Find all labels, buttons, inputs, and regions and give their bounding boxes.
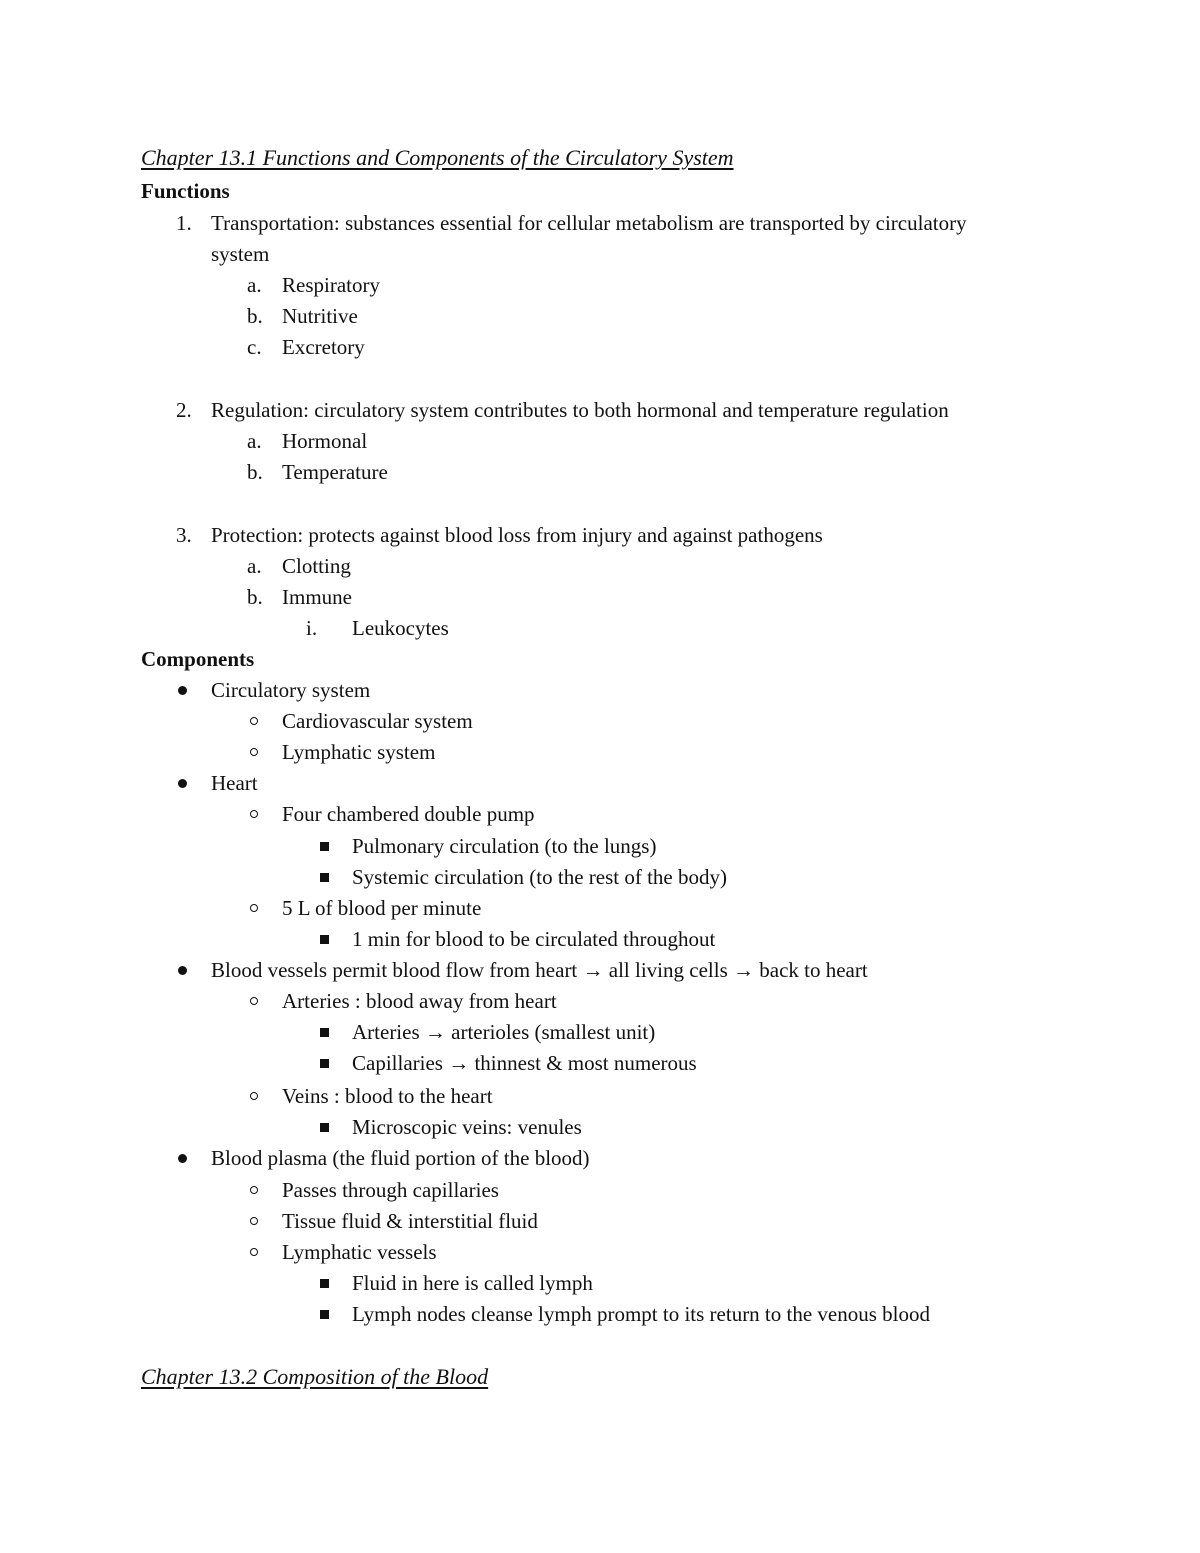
list-marker: 1.	[176, 211, 192, 235]
function-transportation: Transportation: substances essential for cellular metabolism are transported by circulatory	[211, 211, 967, 235]
chapter-13-1-title: Chapter 13.1 Functions and Components of the Circulatory System	[141, 145, 734, 170]
list-item: Clotting	[282, 554, 351, 578]
functions-heading: Functions	[141, 179, 230, 203]
list-marker: a.	[247, 554, 262, 578]
bullet-square-icon	[320, 1279, 329, 1288]
bullet-square-icon	[320, 842, 329, 851]
bullet-square-icon	[320, 873, 329, 882]
bullet-circle-icon	[250, 1186, 258, 1194]
list-item: Arteries → arterioles (smallest unit)	[352, 1020, 656, 1044]
bullet-square-icon	[320, 1028, 329, 1037]
list-item: Veins : blood to the heart	[282, 1084, 493, 1108]
list-marker: c.	[247, 335, 262, 359]
list-item: Blood plasma (the fluid portion of the blood)	[211, 1146, 590, 1170]
list-item: Circulatory system	[211, 678, 371, 702]
chapter-13-2-title: Chapter 13.2 Composition of the Blood	[141, 1364, 489, 1389]
bullet-circle-icon	[250, 748, 258, 756]
bullet-disc-icon	[178, 1154, 187, 1163]
bullet-disc-icon	[178, 686, 187, 695]
list-item: Hormonal	[282, 429, 368, 453]
bullet-disc-icon	[178, 779, 187, 788]
bullet-circle-icon	[250, 904, 258, 912]
list-item: Tissue fluid & interstitial fluid	[282, 1209, 538, 1233]
list-marker: b.	[247, 460, 263, 484]
function-transportation-cont: system	[211, 242, 270, 266]
list-item: 1 min for blood to be circulated throughout	[352, 927, 716, 951]
components-heading: Components	[141, 647, 255, 671]
list-marker: 2.	[176, 398, 192, 422]
list-item: Passes through capillaries	[282, 1178, 499, 1202]
list-item: Fluid in here is called lymph	[352, 1271, 593, 1295]
bullet-square-icon	[320, 1059, 329, 1068]
list-marker: b.	[247, 585, 263, 609]
bullet-circle-icon	[250, 1217, 258, 1225]
bullet-circle-icon	[250, 997, 258, 1005]
list-item: Arteries : blood away from heart	[282, 989, 557, 1013]
list-marker: a.	[247, 429, 262, 453]
bullet-circle-icon	[250, 1092, 258, 1100]
list-item: Pulmonary circulation (to the lungs)	[352, 834, 657, 858]
list-item: Four chambered double pump	[282, 802, 535, 826]
list-marker: b.	[247, 304, 263, 328]
list-item: Systemic circulation (to the rest of the body)	[352, 865, 727, 889]
list-item: Lymphatic system	[282, 740, 436, 764]
list-item: Leukocytes	[352, 616, 449, 640]
list-marker: i.	[306, 616, 318, 640]
bullet-square-icon	[320, 1123, 329, 1132]
list-item: Lymphatic vessels	[282, 1240, 437, 1264]
list-item: Excretory	[282, 335, 365, 359]
bullet-square-icon	[320, 935, 329, 944]
bullet-disc-icon	[178, 966, 187, 975]
list-item: Cardiovascular system	[282, 709, 473, 733]
list-item: Blood vessels permit blood flow from heart → all living cells → back to heart	[211, 958, 868, 982]
list-item: Lymph nodes cleanse lymph prompt to its return to the venous blood	[352, 1302, 931, 1326]
list-item: 5 L of blood per minute	[282, 896, 482, 920]
list-item: Temperature	[282, 460, 388, 484]
function-protection: Protection: protects against blood loss from injury and against pathogens	[211, 523, 823, 547]
list-marker: a.	[247, 273, 262, 297]
list-item: Heart	[211, 771, 258, 795]
list-marker: 3.	[176, 523, 192, 547]
list-item: Capillaries → thinnest & most numerous	[352, 1051, 697, 1075]
function-regulation: Regulation: circulatory system contributes to both hormonal and temperature regulation	[211, 398, 949, 422]
list-item: Nutritive	[282, 304, 358, 328]
bullet-circle-icon	[250, 810, 258, 818]
list-item: Microscopic veins: venules	[352, 1115, 582, 1139]
bullet-circle-icon	[250, 1248, 258, 1256]
list-item: Respiratory	[282, 273, 380, 297]
list-item: Immune	[282, 585, 352, 609]
bullet-circle-icon	[250, 717, 258, 725]
bullet-square-icon	[320, 1310, 329, 1319]
